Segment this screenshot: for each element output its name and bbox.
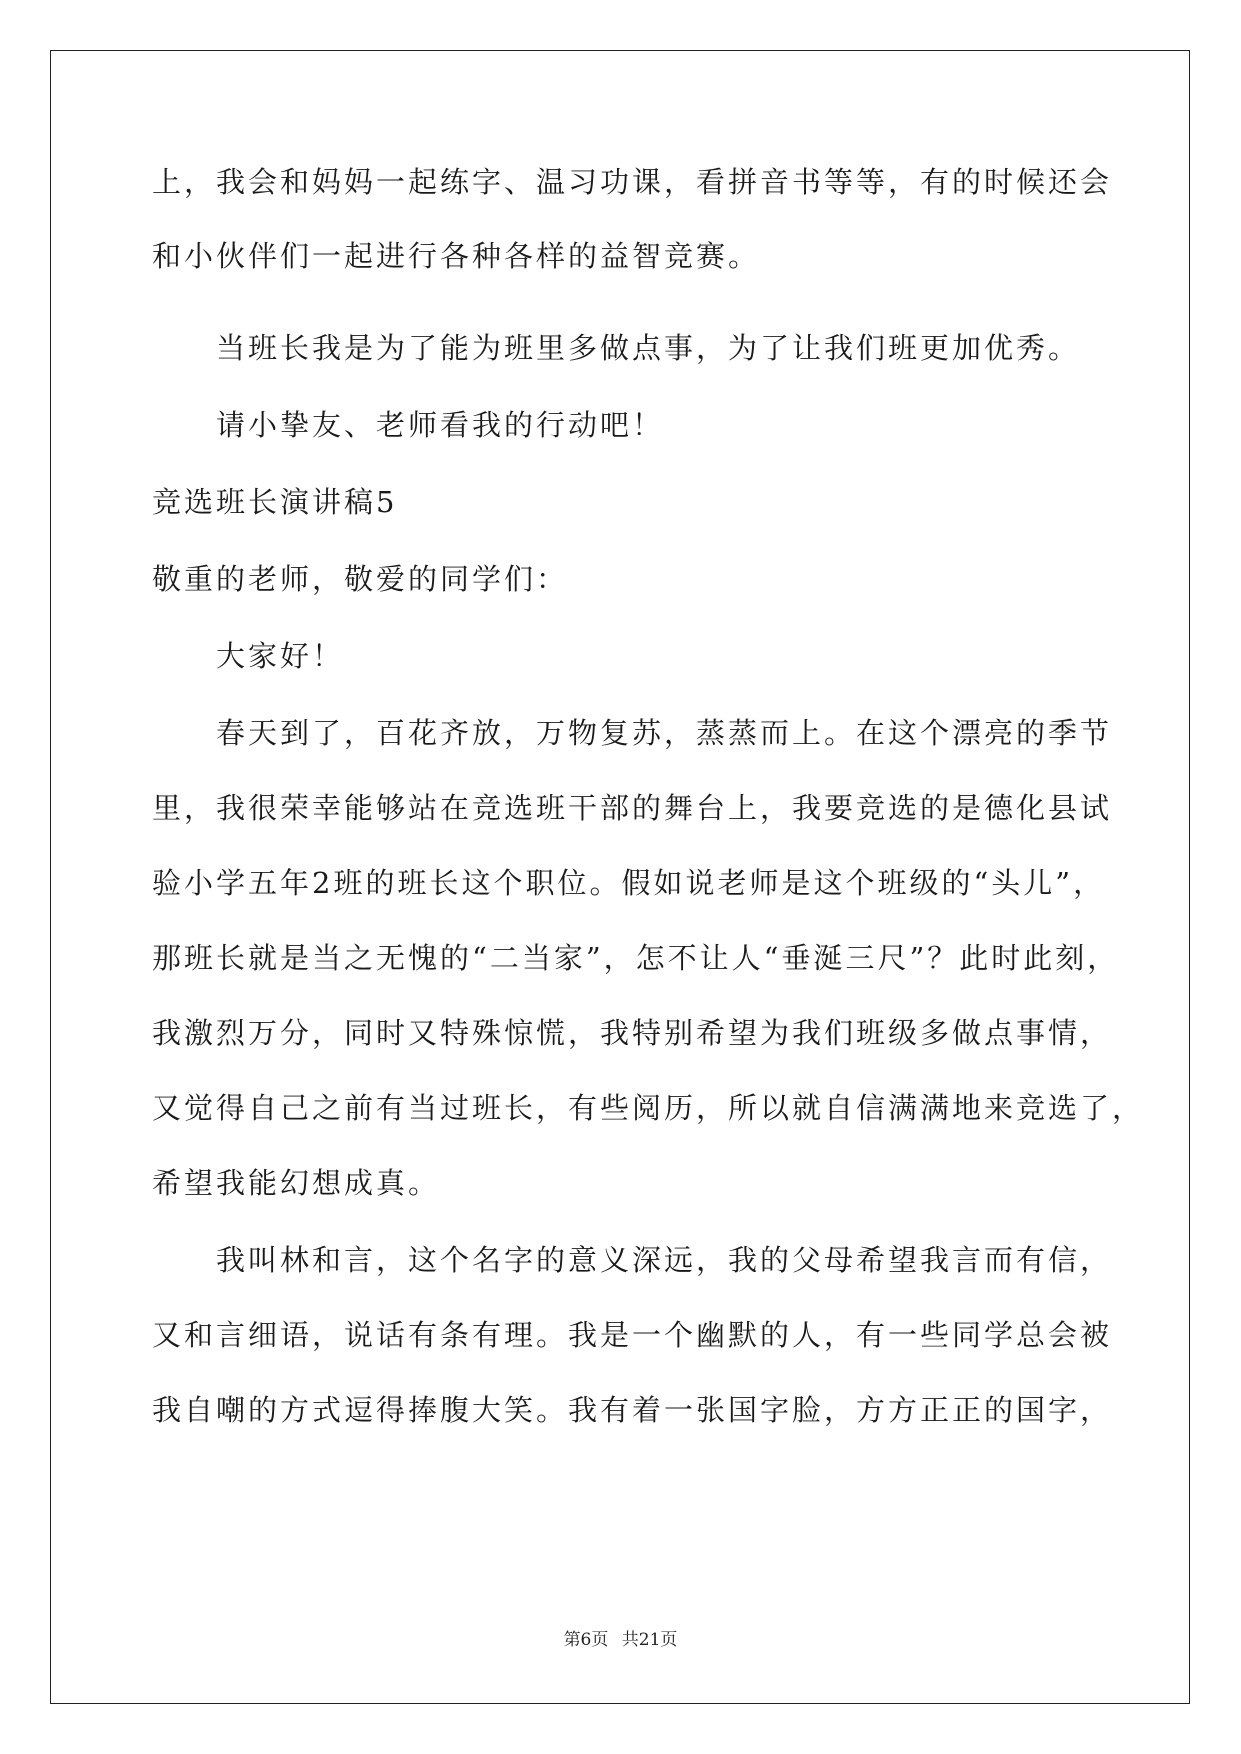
paragraph-line: 又觉得自己之前有当过班长，有些阅历，所以就自信满满地来竞选了， (152, 1091, 1145, 1125)
paragraph-line: 请小挚友、老师看我的行动吧！ (216, 408, 665, 442)
greeting: 大家好！ (216, 639, 345, 673)
paragraph-line: 当班长我是为了能为班里多做点事，为了让我们班更加优秀。 (216, 331, 1081, 365)
paragraph-line: 上，我会和妈妈一起练字、温习功课，看拼音书等等，有的时候还会 (152, 165, 1113, 199)
salutation: 敬重的老师，敬爱的同学们： (152, 562, 569, 596)
section-heading: 竞选班长演讲稿5 (152, 485, 398, 519)
paragraph-line: 我自嘲的方式逗得捧腹大笑。我有着一张国字脸，方方正正的国字， (152, 1393, 1113, 1427)
page-total: 共21页 (621, 1630, 678, 1650)
paragraph-line: 春天到了，百花齐放，万物复苏，蒸蒸而上。在这个漂亮的季节 (216, 716, 1113, 750)
paragraph-line: 我激烈万分，同时又特殊惊慌，我特别希望为我们班级多做点事情， (152, 1016, 1113, 1050)
page-number: 第6页 (563, 1630, 609, 1650)
paragraph-line: 又和言细语，说话有条有理。我是一个幽默的人，有一些同学总会被 (152, 1318, 1113, 1352)
paragraph-line: 我叫林和言，这个名字的意义深远，我的父母希望我言而有信， (216, 1243, 1113, 1277)
paragraph-line: 和小伙伴们一起进行各种各样的益智竞赛。 (152, 239, 761, 273)
paragraph-line: 里，我很荣幸能够站在竞选班干部的舞台上，我要竞选的是德化县试 (152, 791, 1113, 825)
page-footer (0, 1630, 1241, 1650)
paragraph-line: 希望我能幻想成真。 (152, 1166, 441, 1200)
paragraph-line: 那班长就是当之无愧的“二当家”，怎不让人“垂涎三尺”？此时此刻， (152, 941, 1120, 975)
paragraph-line: 验小学五年2班的班长这个职位。假如说老师是这个班级的“头儿”， (152, 866, 1106, 900)
